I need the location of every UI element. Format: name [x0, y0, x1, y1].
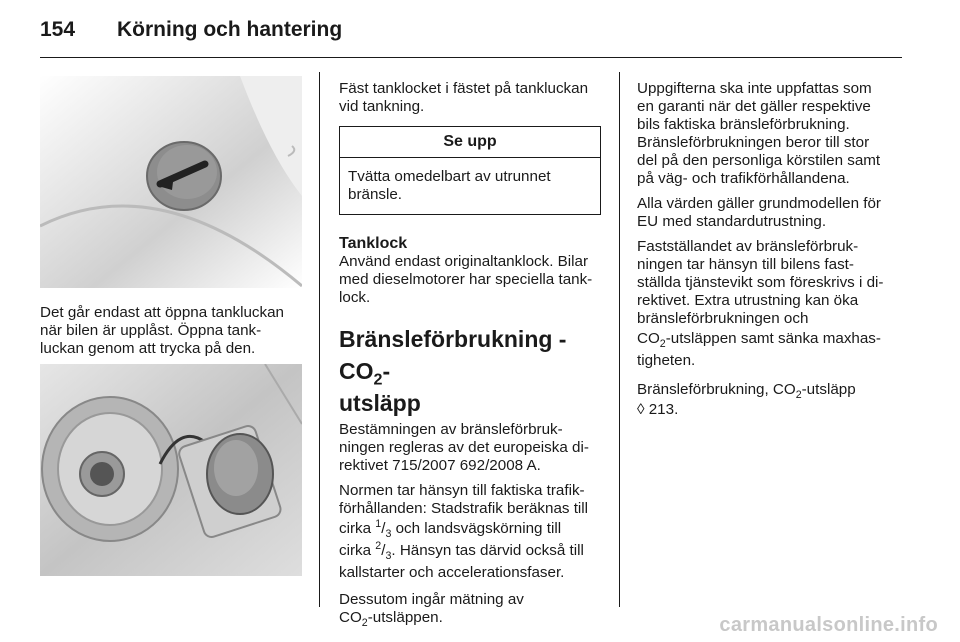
paragraph-3 — [637, 238, 907, 372]
text-fragment: CO — [637, 330, 660, 347]
page-reference-number: 213. — [644, 401, 679, 418]
figure-fuel-door — [40, 76, 302, 288]
fraction-denominator: 3 — [385, 528, 392, 541]
text-line: kallstarter och accelerationsfaser. — [339, 564, 565, 581]
caption-line: Det går endast att öppna tankluckan — [40, 304, 285, 321]
text-fragment: cirka — [339, 520, 376, 537]
text-line: rektivet. Extra utrustning kan öka — [637, 292, 859, 309]
tanklock-line: Använd endast originaltanklock. Bilar — [339, 253, 589, 270]
text-fragment: -utsläpp — [801, 381, 856, 398]
text-line — [637, 328, 907, 350]
caption-line: när bilen är upplåst. Öppna tank- — [40, 322, 262, 339]
text-line: bränsleförbrukningen och — [637, 310, 809, 327]
middle-column — [339, 80, 604, 634]
column-divider-2 — [619, 72, 620, 607]
tanklock-line: med dieselmotorer har speciella tank- — [339, 271, 593, 288]
header-rule — [40, 57, 902, 58]
text-fragment: och landsvägskörning till — [391, 520, 562, 537]
warning-box — [339, 126, 601, 215]
subscript: 2 — [361, 617, 368, 630]
page-reference-icon: ◊ — [637, 401, 645, 418]
intro-line: vid tankning. — [339, 98, 425, 115]
intro-line: Fäst tanklocket i fästet på tankluckan — [339, 80, 589, 97]
text-line: cirka $^1/_3$ och landsvägskörning till — [339, 517, 562, 541]
text-line: Bestämningen av bränsleförbruk- — [339, 421, 563, 438]
page-reference-link[interactable] — [637, 401, 907, 419]
paragraph-1 — [637, 80, 907, 188]
text-line: rektivet 715/2007 692/2008 A. — [339, 457, 541, 474]
text-line: Bränsleförbrukningen beror till stor — [637, 134, 870, 151]
text-fragment: -utsläppen. — [367, 609, 443, 626]
text-line: Dessutom ingår mätning av — [339, 591, 524, 608]
paragraph-1 — [339, 421, 604, 475]
text-line: en garanti när det gäller respektive — [637, 98, 871, 115]
watermark: carmanualsonline.info — [719, 614, 938, 636]
fraction-denominator: 3 — [385, 550, 392, 563]
text-line: ställda tjänstevikt som föreskrivs i di- — [637, 274, 884, 291]
text-line: förhållanden: Stadstrafik beräknas till — [339, 500, 589, 517]
text-fragment: Bränsleförbrukning, CO — [637, 381, 796, 398]
subscript: 2 — [659, 338, 666, 351]
right-column — [637, 80, 907, 426]
column-divider-1 — [319, 72, 320, 607]
section-heading-text-2: utsläpp — [339, 390, 421, 416]
text-fragment: CO — [339, 609, 362, 626]
text-line — [637, 379, 907, 401]
section-heading-subscript: 2 — [373, 370, 383, 389]
warning-line: Tvätta omedelbart av utrunnet — [348, 168, 551, 185]
figure-fuel-cap — [40, 364, 302, 576]
text-line: tigheten. — [637, 352, 696, 369]
text-line: Fastställandet av bränsleförbruk- — [637, 238, 859, 255]
fraction-numerator: 2 — [375, 539, 382, 552]
text-line — [339, 609, 604, 630]
page-title: Körning och hantering — [117, 18, 343, 41]
caption — [40, 304, 310, 358]
caption-line: luckan genom att trycka på den. — [40, 340, 256, 357]
section-heading — [339, 323, 604, 419]
text-line: på väg- och trafikförhållandena. — [637, 170, 850, 187]
text-line: ningen regleras av det europeiska di- — [339, 439, 589, 456]
warning-line: bränsle. — [348, 186, 403, 203]
subscript: 2 — [795, 389, 802, 402]
warning-body — [340, 158, 600, 214]
paragraph-4 — [637, 379, 907, 419]
fraction-numerator: 1 — [375, 517, 382, 530]
text-fragment: -utsläppen samt sänka maxhas- — [665, 330, 881, 347]
section-heading-dash: - — [382, 358, 391, 384]
section-heading-text: Bränsleförbrukning - CO — [339, 326, 567, 384]
text-line: Alla värden gäller grundmodellen för — [637, 195, 881, 212]
text-line: cirka $^2/_3$. Hänsyn tas därvid också till — [339, 539, 584, 563]
page-number: 154 — [40, 18, 76, 41]
page-header — [40, 18, 342, 42]
text-line: Uppgifterna ska inte uppfattas som — [637, 80, 872, 97]
text-line: del på den personliga körstilen samt — [637, 152, 881, 169]
paragraph-2 — [339, 482, 604, 584]
tanklock-heading: Tanklock — [339, 235, 408, 252]
text-line: bils faktiska bränsleförbrukning. — [637, 116, 850, 133]
text-fragment: . Hänsyn tas därvid också till — [391, 542, 584, 559]
warning-title: Se upp — [340, 127, 600, 158]
tanklock-line: lock. — [339, 289, 371, 306]
text-fragment: cirka — [339, 542, 376, 559]
paragraph-2 — [637, 195, 907, 231]
text-line: EU med standardutrustning. — [637, 213, 827, 230]
paragraph-3 — [339, 591, 604, 630]
text-line: Normen tar hänsyn till faktiska trafik- — [339, 482, 585, 499]
text-line: ningen tar hänsyn till bilens fast- — [637, 256, 854, 273]
